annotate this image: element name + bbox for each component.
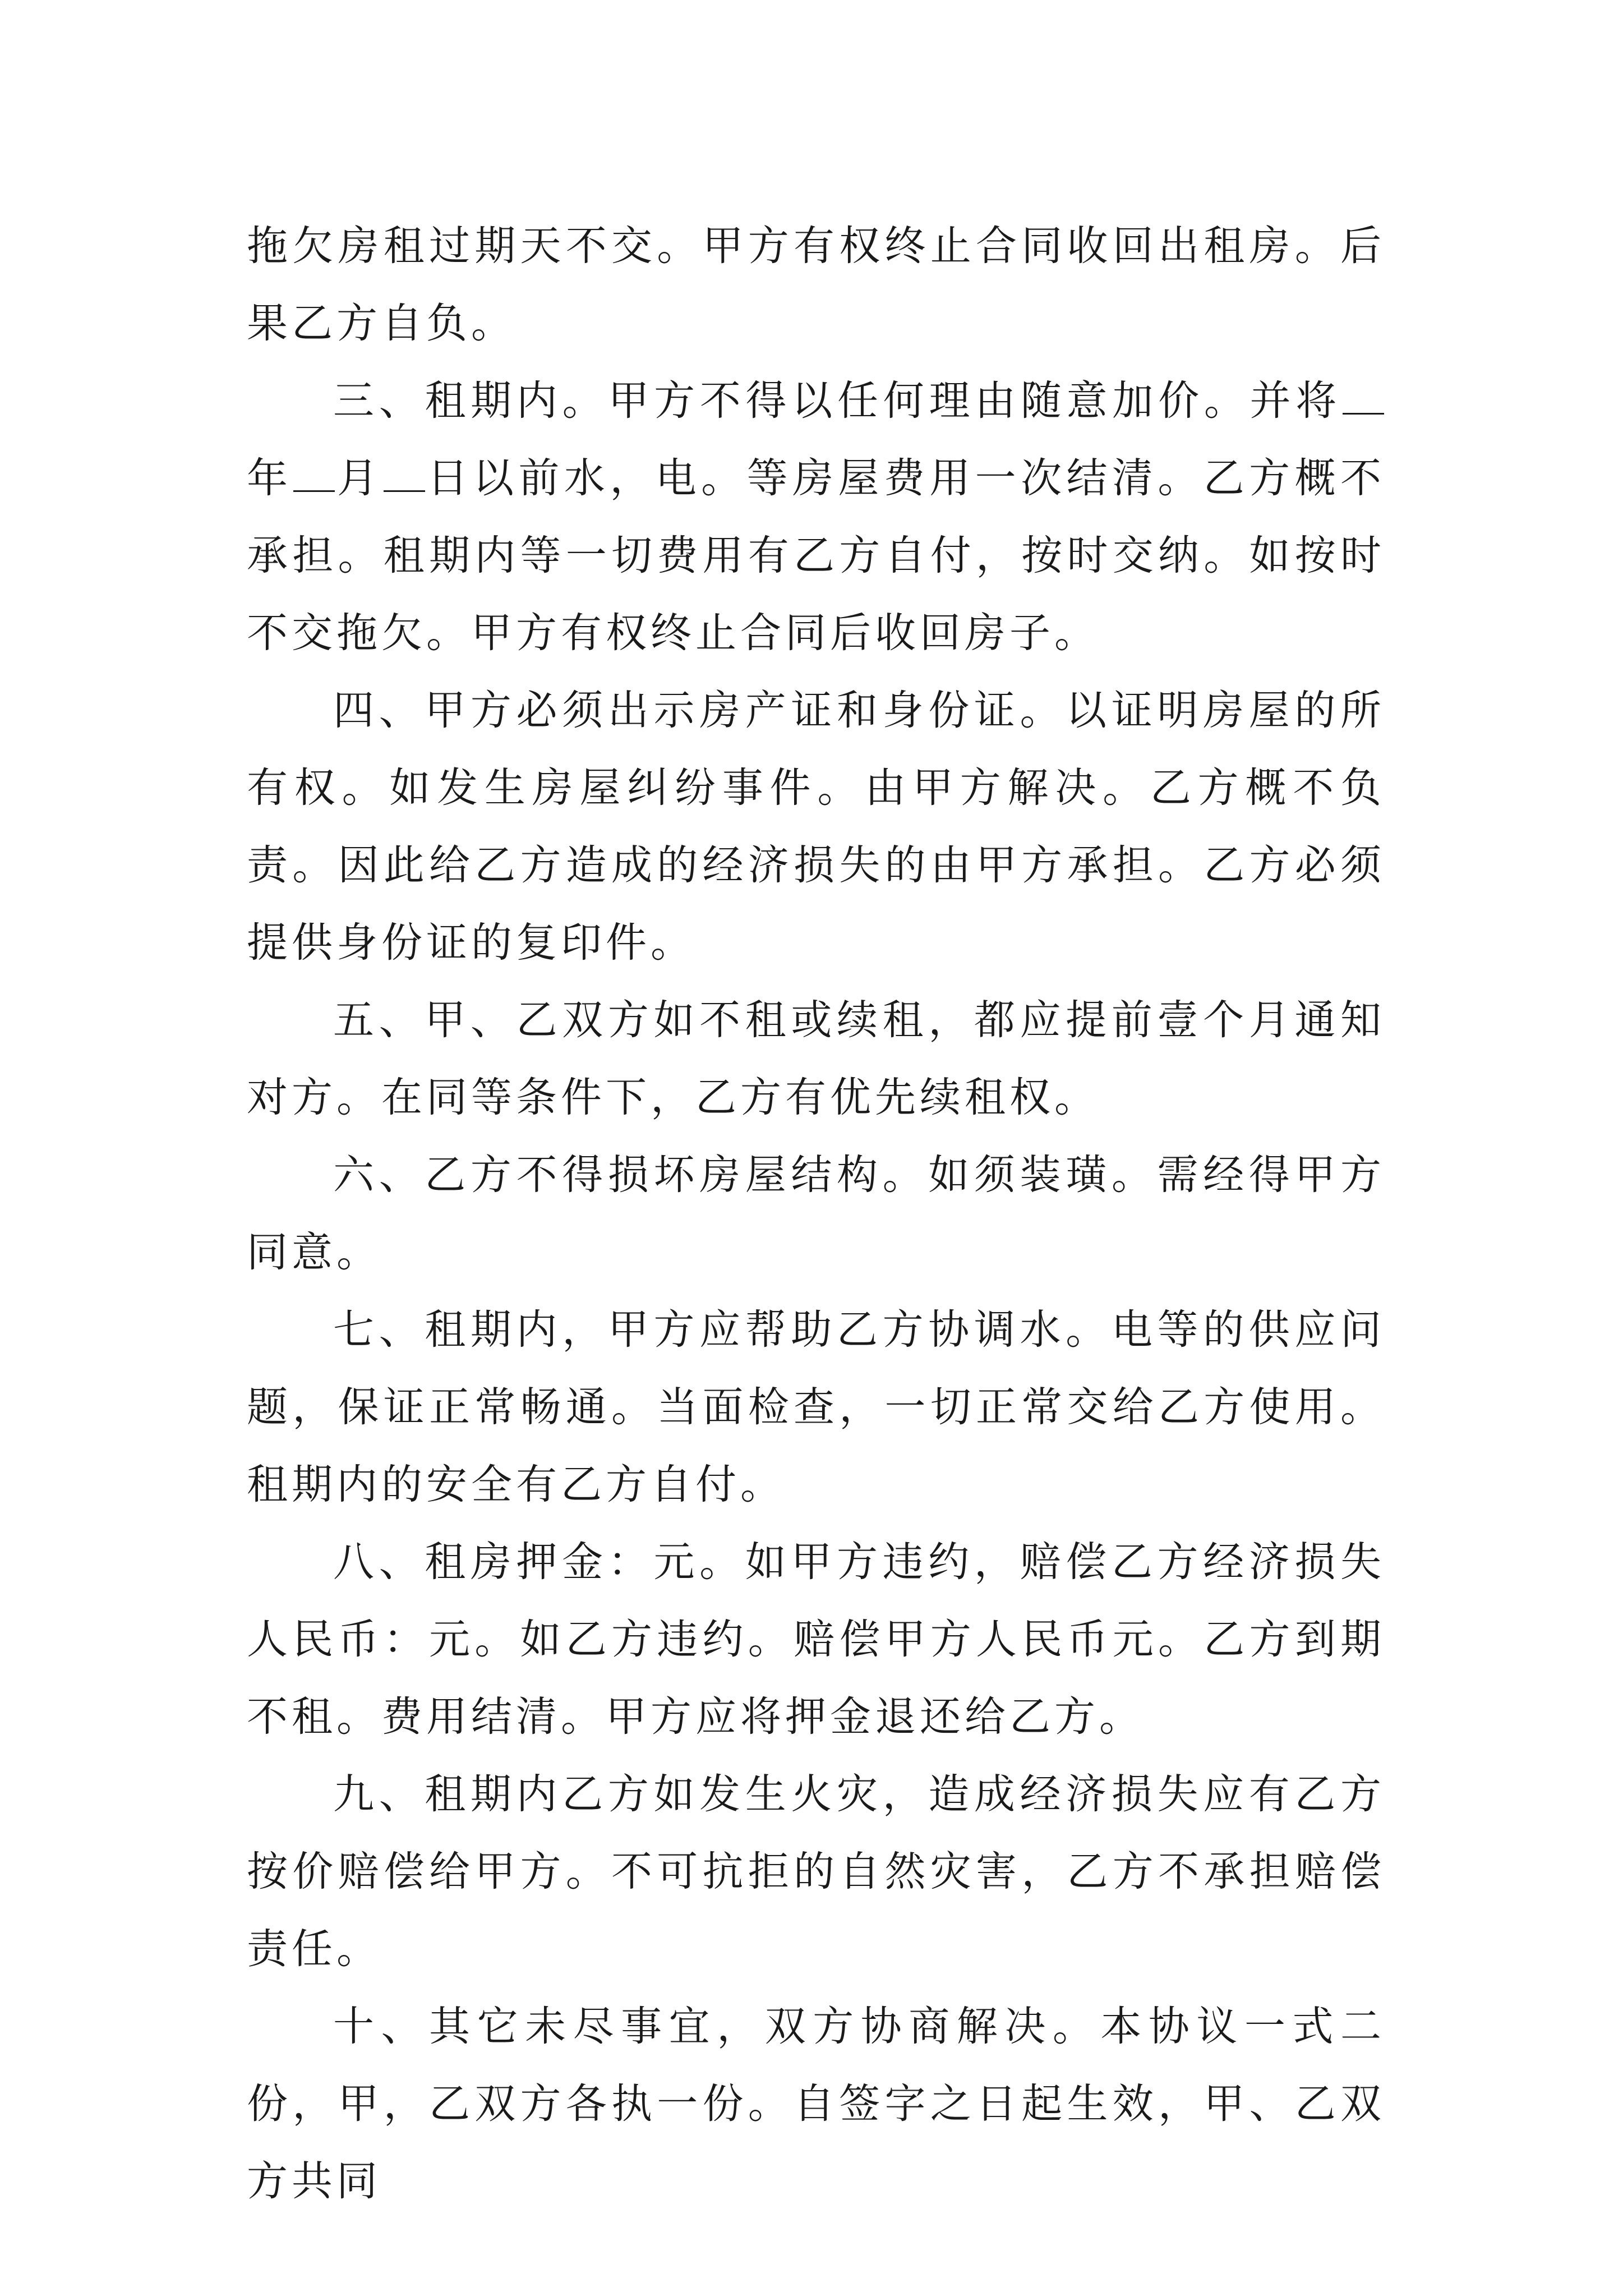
blank-day-field xyxy=(384,457,425,492)
clause-text: 四、甲方必须出示房产证和身份证。以证明房屋的所有权。如发生房屋纠纷事件。由甲方解决。乙方概不负责。因此给乙方造成的经济损失的由甲方承担。乙方必须提供身份证的复印件。 xyxy=(247,687,1385,967)
clause-text: 七、租期内，甲方应帮助乙方协调水。电等的供应问题，保证正常畅通。当面检查，一切正常交给乙方使用。租期内的安全有乙方自付。 xyxy=(247,1306,1385,1508)
clause-paragraph-8 xyxy=(247,1524,1385,1756)
clause-paragraph-7 xyxy=(247,1291,1385,1524)
clause-text: 五、甲、乙双方如不租或续租，都应提前壹个月通知对方。在同等条件下，乙方有优先续租权。 xyxy=(247,996,1385,1121)
blank-month-field xyxy=(293,457,335,492)
clause-paragraph-3 xyxy=(247,362,1385,672)
clause-text: 日以前水，电。等房屋费用一次结清。乙方概不承担。租期内等一切费用有乙方自付，按时交纳。如按时不交拖欠。甲方有权终止合同后收回房子。 xyxy=(247,454,1386,657)
clause-paragraph-5 xyxy=(247,982,1385,1137)
year-label: 年 xyxy=(247,454,293,502)
month-label: 月 xyxy=(336,454,383,502)
clause-paragraph-9 xyxy=(247,1756,1385,1988)
clause-text: 八、租房押金：元。如甲方违约，赔偿乙方经济损失人民币：元。如乙方违约。赔偿甲方人民币元。乙方到期不租。费用结清。甲方应将押金退还给乙方。 xyxy=(247,1538,1385,1741)
clause-text: 十、其它未尽事宜，双方协商解决。本协议一式二份，甲，乙双方各执一份。自签字之日起生效，甲、乙双方共同 xyxy=(247,2003,1385,2205)
clause-paragraph-4 xyxy=(247,672,1385,982)
clause-text: 六、乙方不得损坏房屋结构。如须装璜。需经得甲方同意。 xyxy=(247,1151,1385,1276)
contract-body xyxy=(247,208,1385,2220)
clause-text: 拖欠房租过期天不交。甲方有权终止合同收回出租房。后果乙方自负。 xyxy=(247,222,1385,347)
clause-paragraph-10 xyxy=(247,1988,1385,2220)
clause-text: 九、租期内乙方如发生火灾，造成经济损失应有乙方按价赔偿给甲方。不可抗拒的自然灾害，乙方不承担赔偿责任。 xyxy=(247,1770,1385,1973)
clause-paragraph xyxy=(247,208,1385,362)
clause-paragraph-6 xyxy=(247,1137,1385,1291)
clause-text: 三、租期内。甲方不得以任何理由随意加价。并将 xyxy=(333,377,1341,425)
blank-year-field xyxy=(1343,379,1384,415)
